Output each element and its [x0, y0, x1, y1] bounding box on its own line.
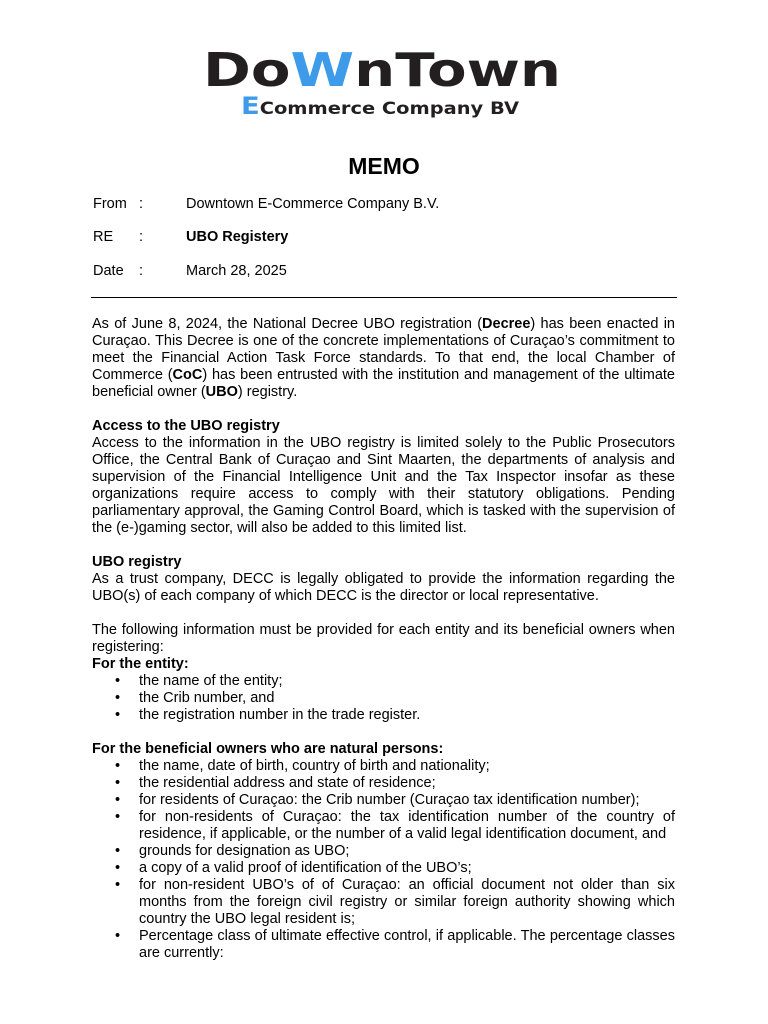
re-label: RE [93, 229, 114, 245]
entity-list [92, 673, 675, 724]
list-item: • for residents of Curaçao: the Crib number (Curaçao tax identification number); [92, 792, 675, 809]
from-colon: : [139, 196, 144, 212]
logo-sub-pre: E [241, 92, 258, 120]
intro-text-3: ) has been entrusted with the institution and management of the ultimate beneficial owner ( [92, 367, 675, 400]
logo-brand-post: nTown [354, 44, 520, 97]
owners-list [92, 758, 675, 962]
re-colon: : [139, 229, 144, 245]
intro-text-1: As of June 8, 2024, the National Decree UBO registration ( [92, 316, 483, 332]
logo-brand-pre: Do [203, 44, 273, 97]
date-colon: : [139, 263, 144, 279]
from-label: From [93, 196, 127, 212]
date-value: March 28, 2025 [186, 263, 287, 279]
memo-title: MEMO [348, 153, 420, 179]
list-item: • for non-resident UBO’s of of Curaçao: an official document not older than six months from the foreign civil registry or similar foreign authority showing which country the UBO legal resident is; [92, 877, 675, 928]
registry-paragraph: As a trust company, DECC is legally obligated to provide the information regarding the UBO(s) of each company of which DECC is the director or local representative. [92, 571, 675, 604]
following-paragraph: The following information must be provided for each entity and its beneficial owners when registering: [92, 622, 675, 655]
list-item: • a copy of a valid proof of identification of the UBO’s; [92, 860, 675, 877]
list-item: • grounds for designation as UBO; [92, 843, 675, 860]
list-item: • Percentage class of ultimate effective control, if applicable. The percentage classes are currently: [92, 928, 675, 962]
list-item: • for non-residents of Curaçao: the tax identification number of the country of residence, if applicable, or the number of a valid legal identification document, and [92, 809, 675, 843]
intro-bold-decree: Decree [482, 316, 531, 332]
list-item: • the Crib number, and [92, 690, 675, 707]
list-item: • the name, date of birth, country of birth and nationality; [92, 758, 675, 775]
logo-sub-post: Commerce Company BV [259, 99, 487, 119]
logo-brand-mid: W [290, 44, 342, 97]
date-label: Date [93, 263, 124, 279]
company-logo [203, 44, 561, 120]
intro-text-4: ) registry. [237, 384, 298, 400]
re-value: UBO Registery [186, 229, 289, 245]
from-value: Downtown E-Commerce Company B.V. [186, 196, 440, 212]
intro-paragraph [92, 316, 675, 401]
intro-bold-coc: CoC [172, 367, 203, 383]
list-item: • the residential address and state of residence; [92, 775, 675, 792]
logo-wordmark [203, 44, 561, 97]
intro-bold-ubo: UBO [205, 384, 238, 400]
list-item: • the name of the entity; [92, 673, 675, 690]
intro-text-2: ) has been enacted in Curaçao. This Decree is one of the concrete implementations of Curaçao’s commitment to meet the Financial Action Task Force standards. To that end, the local Chamber of Commerce ( [92, 316, 675, 383]
access-heading: Access to the UBO registry [92, 418, 280, 434]
owners-heading: For the beneficial owners who are natural persons: [92, 741, 444, 757]
memo-body [92, 316, 675, 962]
registry-heading: UBO registry [92, 554, 182, 570]
header-divider [91, 297, 677, 298]
entity-heading: For the entity: [92, 656, 189, 672]
list-item: • the registration number in the trade register. [92, 707, 675, 724]
access-paragraph: Access to the information in the UBO registry is limited solely to the Public Prosecutors Office, the Central Bank of Curaçao and Sint Maarten, the departments of analysis and supervision of the Financial Intelligence Unit and the Tax Inspector insofar as these organizations require access to comply with their statutory obligations. Pending parliamentary approval, the Gaming Control Board, which is tasked with the supervision of the (e-)gaming sector, will also be added to this limited list. [92, 435, 675, 536]
